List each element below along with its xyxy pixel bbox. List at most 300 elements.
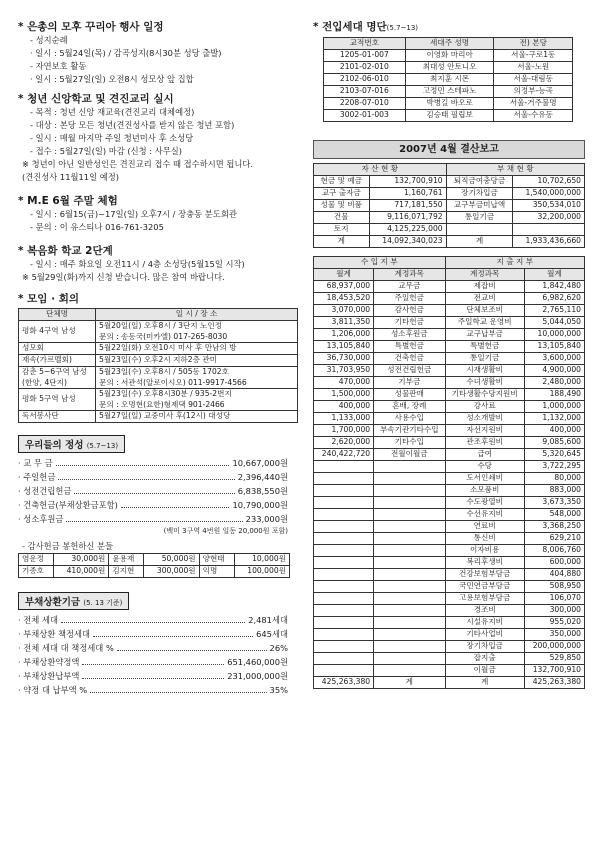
expense-account: 교구납부금 <box>445 329 524 341</box>
expense-account: 특별헌금 <box>445 341 524 353</box>
empty-cell <box>314 497 374 509</box>
expense-account: 급여 <box>445 449 524 461</box>
item-label: · 전체 세대 <box>18 615 58 625</box>
donor-amount: 50,000원 <box>144 554 199 566</box>
group-name: 성모회 <box>19 343 96 355</box>
table-cell: 3002-01-003 <box>324 110 406 122</box>
expense-amount: 3,600,000 <box>524 353 584 365</box>
income-account: 사용수입 <box>374 413 445 425</box>
account-name: 현금 및 예금 <box>314 176 370 188</box>
expense-account: 시설유지비 <box>445 617 524 629</box>
expense-amount: 5,044,050 <box>524 317 584 329</box>
donor-name: 김지현 <box>109 566 144 578</box>
income-amount: 31,703,950 <box>314 365 374 377</box>
expense-amount: 106,070 <box>524 593 584 605</box>
expense-account: 관조후원비 <box>445 437 524 449</box>
offering-date: (5.7~13) <box>86 442 119 450</box>
newfam-table <box>323 37 573 122</box>
table-row <box>324 74 573 86</box>
empty-cell <box>374 533 445 545</box>
table-row <box>314 533 585 545</box>
col-header: 부 채 현 황 <box>446 164 584 176</box>
table-cell: 이영화 마리아 <box>405 50 494 62</box>
table-row <box>314 293 585 305</box>
table-row <box>314 569 585 581</box>
expense-amount: 188,490 <box>524 389 584 401</box>
item-label: · 건축헌금(부채상환금포함) <box>18 500 118 510</box>
expense-amount: 13,105,840 <box>524 341 584 353</box>
section-meetings <box>18 292 303 423</box>
total-income: 425,263,380 <box>314 677 374 689</box>
table-row <box>314 305 585 317</box>
table-row <box>314 593 585 605</box>
table-row <box>314 629 585 641</box>
empty-cell <box>374 545 445 557</box>
account-value: 1,540,000,000 <box>513 188 585 200</box>
newfam-date: (5.7~13) <box>386 24 419 32</box>
expense-amount: 529,850 <box>524 653 584 665</box>
expense-account: 통일기금 <box>445 353 524 365</box>
total-label: 계 <box>445 677 524 689</box>
empty-cell <box>314 533 374 545</box>
table-row <box>314 377 585 389</box>
table-row <box>314 224 585 236</box>
table-row <box>314 605 585 617</box>
income-account: 전월이월금 <box>374 449 445 461</box>
expense-account: 강사료 <box>445 401 524 413</box>
expense-amount: 80,000 <box>524 473 584 485</box>
text-line: - 일시 : 매주 화요일 오전11시 / 4층 소성당(5월15일 시작) <box>30 259 245 269</box>
income-account: 부속기관기타수입 <box>374 425 445 437</box>
income-account: 성물판매 <box>374 389 445 401</box>
account-name: 통일기금 <box>446 212 513 224</box>
expense-account: 이자비용 <box>445 545 524 557</box>
left-column <box>18 0 303 697</box>
text-line: - 자연보호 활동 <box>30 61 87 71</box>
empty-cell <box>374 629 445 641</box>
item-value: 231,000,000원 <box>227 671 288 681</box>
income-account: 특별헌금 <box>374 341 445 353</box>
text-line: - 성지순례 <box>30 35 68 45</box>
section-title: * 복음화 학교 2단계 <box>18 245 113 257</box>
empty-cell <box>314 653 374 665</box>
text-line: - 일시 : 6월15(금)~17일(일) 오후7시 / 장충동 분도회관 <box>30 209 237 219</box>
donor-name: 윤용재 <box>109 554 144 566</box>
newfam-title <box>313 20 585 35</box>
section-title: * 모임 · 회의 <box>18 293 80 305</box>
item-label: · 교 무 금 <box>18 458 53 468</box>
table-row <box>314 497 585 509</box>
donor-name: 염운정 <box>19 554 54 566</box>
col-header: 교적번호 <box>324 38 406 50</box>
expense-account: 이월금 <box>445 665 524 677</box>
income-amount: 36,730,000 <box>314 353 374 365</box>
account-name: 계 <box>314 236 370 248</box>
expense-account: 수도광열비 <box>445 497 524 509</box>
account-name: 장기차입금 <box>446 188 513 200</box>
sub-header: 월계 <box>314 269 374 281</box>
income-amount: 18,453,520 <box>314 293 374 305</box>
table-row <box>314 473 585 485</box>
text-line: - 대상 : 본당 모든 청년(견진성사를 받지 않은 청년 포함) <box>30 120 235 130</box>
table-row <box>19 355 298 367</box>
account-value: 32,200,000 <box>513 212 585 224</box>
debt-title: 부채상환기금 <box>25 597 81 608</box>
expense-amount: 508,950 <box>524 581 584 593</box>
empty-cell <box>374 485 445 497</box>
income-account: 교무금 <box>374 281 445 293</box>
income-account: 주일헌금 <box>374 293 445 305</box>
report-title: 2007년 4월 결산보고 <box>313 140 585 159</box>
item-value: 10,667,000원 <box>232 458 288 468</box>
expense-account: 복리후생비 <box>445 557 524 569</box>
text-line: · 일시 : 5월24일(목) / 감곡성지(8시30분 성당 출발) <box>30 48 222 58</box>
expense-amount: 2,480,000 <box>524 377 584 389</box>
income-amount: 240,422,720 <box>314 449 374 461</box>
item-label: · 성전건립헌금 <box>18 486 72 496</box>
account-value: 14,092,340,023 <box>369 236 446 248</box>
section-curia <box>18 20 303 86</box>
col-header: 수 입 지 부 <box>314 257 446 269</box>
empty-cell <box>314 641 374 653</box>
section-title: * 은총의 모후 꾸리아 행사 일정 <box>18 21 164 33</box>
debt-title-box <box>18 592 129 610</box>
text-line: ※ 청년이 아닌 일반성인은 견진교리 접수 때 접수하시면 됩니다. <box>22 159 254 169</box>
right-column <box>313 0 585 689</box>
total-label: 계 <box>374 677 445 689</box>
item-value: 233,000원 <box>245 514 288 524</box>
table-row <box>314 281 585 293</box>
income-account: 기타헌금 <box>374 317 445 329</box>
group-name: 재속(가르멜회) <box>19 355 96 367</box>
text-line: - 문의 : 이 유스티나 016-761-3205 <box>30 222 164 232</box>
table-row <box>314 236 585 248</box>
donor-name: 기종호 <box>19 566 54 578</box>
table-cell: 서울-수유동 <box>494 110 573 122</box>
expense-account: 장기차입금 <box>445 641 524 653</box>
expense-account: 제잡비 <box>445 281 524 293</box>
debt-item <box>18 613 288 627</box>
empty-cell <box>374 461 445 473</box>
expense-amount: 3,673,350 <box>524 497 584 509</box>
table-row <box>19 367 298 389</box>
empty-cell <box>374 497 445 509</box>
empty-cell <box>314 629 374 641</box>
empty-cell <box>314 461 374 473</box>
income-amount: 2,620,000 <box>314 437 374 449</box>
account-name: 계 <box>446 236 513 248</box>
donor-amount: 300,000원 <box>144 566 199 578</box>
text-line: - 일시 : 매월 마지막 주일 청년미사 후 소성당 <box>30 133 194 143</box>
income-account: 건축헌금 <box>374 353 445 365</box>
expense-amount: 350,000 <box>524 629 584 641</box>
donor-amount: 410,000원 <box>54 566 109 578</box>
expense-amount: 6,982,620 <box>524 293 584 305</box>
table-row <box>314 485 585 497</box>
offering-item <box>18 498 288 512</box>
empty-cell <box>374 605 445 617</box>
income-amount: 1,700,000 <box>314 425 374 437</box>
table-row <box>314 509 585 521</box>
expense-account: 기타생활수당지원비 <box>445 389 524 401</box>
sub-header: 월계 <box>524 269 584 281</box>
item-label: · 전체 세대 대 책정세대 % <box>18 643 114 653</box>
account-name: 교구 출자금 <box>314 188 370 200</box>
account-value: 132,700,910 <box>369 176 446 188</box>
table-row <box>314 353 585 365</box>
table-cell: 서울-거주불명 <box>494 98 573 110</box>
table-row <box>314 449 585 461</box>
table-row <box>19 554 290 566</box>
table-row <box>19 566 290 578</box>
table-row <box>314 581 585 593</box>
income-account: 혼배, 장례 <box>374 401 445 413</box>
empty-cell <box>374 653 445 665</box>
income-amount: 1,500,000 <box>314 389 374 401</box>
empty-cell <box>374 641 445 653</box>
income-amount: 3,070,000 <box>314 305 374 317</box>
item-value: 6,838,550원 <box>237 486 288 496</box>
table-row <box>314 641 585 653</box>
table-row <box>324 50 573 62</box>
income-amount: 3,811,350 <box>314 317 374 329</box>
expense-account: 자선지원비 <box>445 425 524 437</box>
donor-amount: 100,000원 <box>234 566 289 578</box>
expense-amount: 2,765,110 <box>524 305 584 317</box>
income-amount: 1,206,000 <box>314 329 374 341</box>
donor-table <box>18 553 290 578</box>
expense-amount: 548,000 <box>524 509 584 521</box>
balance-table <box>313 163 585 248</box>
expense-amount: 132,700,910 <box>524 665 584 677</box>
income-account: 기부금 <box>374 377 445 389</box>
empty-cell <box>374 473 445 485</box>
account-name <box>446 224 513 236</box>
table-row <box>314 176 585 188</box>
expense-account: 잡지출 <box>445 653 524 665</box>
group-name: 독서봉사단 <box>19 411 96 423</box>
income-amount: 400,000 <box>314 401 374 413</box>
table-cell: 2208-07-010 <box>324 98 406 110</box>
empty-cell <box>314 473 374 485</box>
meeting-detail <box>96 389 298 411</box>
table-row <box>324 110 573 122</box>
table-row <box>314 437 585 449</box>
account-name: 건물 <box>314 212 370 224</box>
table-row <box>314 389 585 401</box>
col-header: 지 출 지 부 <box>445 257 585 269</box>
expense-account: 수선유지비 <box>445 509 524 521</box>
account-value: 9,116,071,792 <box>369 212 446 224</box>
sub-header: 계정과목 <box>374 269 445 281</box>
detail-line: 문의 : 서관석(알로이시오) 011-9917-4566 <box>99 377 247 387</box>
expense-amount: 1,132,000 <box>524 413 584 425</box>
income-account: 성소후원금 <box>374 329 445 341</box>
total-row <box>314 677 585 689</box>
expense-account: 연료비 <box>445 521 524 533</box>
account-value: 350,534,010 <box>513 200 585 212</box>
meeting-detail <box>96 321 298 343</box>
col-header: 단체명 <box>19 309 96 321</box>
expense-account: 기타사업비 <box>445 629 524 641</box>
table-row <box>314 545 585 557</box>
donor-amount: 30,000원 <box>54 554 109 566</box>
table-cell: 김승태 필립보 <box>405 110 494 122</box>
expense-account: 성소개발비 <box>445 413 524 425</box>
table-row <box>19 321 298 343</box>
group-name: 감춘 5~6구역 남성 (한양, 4단지) <box>19 367 96 389</box>
expense-amount: 3,722,295 <box>524 461 584 473</box>
expense-account: 경조비 <box>445 605 524 617</box>
item-label: · 약정 대 납부액 % <box>18 685 88 695</box>
account-value <box>513 224 585 236</box>
empty-cell <box>314 569 374 581</box>
debt-item <box>18 683 288 697</box>
table-cell: 고정민 스테파노 <box>405 86 494 98</box>
expense-amount: 600,000 <box>524 557 584 569</box>
section-youth <box>18 92 303 184</box>
expense-account: 소모품비 <box>445 485 524 497</box>
meeting-detail: 5월27일(일) 교중미사 후(12시) 대성당 <box>96 411 298 423</box>
empty-cell <box>314 581 374 593</box>
table-row <box>314 617 585 629</box>
income-account: 기타수입 <box>374 437 445 449</box>
empty-cell <box>374 665 445 677</box>
item-value: 2,481세대 <box>248 615 288 625</box>
group-name: 평화 5구역 남성 <box>19 389 96 411</box>
table-row <box>314 317 585 329</box>
meetings-table <box>18 308 298 423</box>
item-label: · 부채상환 책정세대 <box>18 629 91 639</box>
account-value: 1,933,436,660 <box>513 236 585 248</box>
expense-amount: 300,000 <box>524 605 584 617</box>
table-cell: 서울-구로1동 <box>494 50 573 62</box>
item-value: 651,460,000원 <box>227 657 288 667</box>
empty-cell <box>374 557 445 569</box>
income-account: 감사헌금 <box>374 305 445 317</box>
empty-cell <box>314 545 374 557</box>
offering-item <box>18 512 288 526</box>
table-cell: 2101-02-010 <box>324 62 406 74</box>
item-value: 645세대 <box>256 629 288 639</box>
thanks-title: - 감사헌금 봉헌하신 분들 <box>22 541 114 551</box>
account-value: 1,160,761 <box>369 188 446 200</box>
table-row <box>314 653 585 665</box>
table-row <box>314 461 585 473</box>
income-amount: 1,133,000 <box>314 413 374 425</box>
col-header: 세대주 성명 <box>405 38 494 50</box>
total-expense: 425,263,380 <box>524 677 584 689</box>
section-debt <box>18 578 303 697</box>
item-value: 10,790,000원 <box>232 500 288 510</box>
empty-cell <box>374 509 445 521</box>
table-cell: 박병길 바오로 <box>405 98 494 110</box>
sub-header: 계정과목 <box>445 269 524 281</box>
empty-cell <box>374 581 445 593</box>
empty-cell <box>374 521 445 533</box>
debt-date: (5. 13 기준) <box>83 599 123 607</box>
table-row <box>314 365 585 377</box>
item-value: 35% <box>269 685 288 695</box>
meeting-detail <box>96 367 298 389</box>
table-cell: 2103-07-016 <box>324 86 406 98</box>
group-name: 평화 4구역 남성 <box>19 321 96 343</box>
section-title: * 청년 신앙학교 및 견진교리 실시 <box>18 93 174 105</box>
table-cell: 2102-06-010 <box>324 74 406 86</box>
debt-item <box>18 627 288 641</box>
expense-amount: 404,880 <box>524 569 584 581</box>
expense-amount: 3,368,250 <box>524 521 584 533</box>
expense-amount: 10,000,000 <box>524 329 584 341</box>
table-row <box>324 62 573 74</box>
expense-account: 도서인쇄비 <box>445 473 524 485</box>
table-row <box>19 411 298 423</box>
detail-line: 5월23일(수) 오후8시30분 / 935-2번지 <box>99 389 232 398</box>
debt-item <box>18 641 288 655</box>
table-row <box>324 98 573 110</box>
text-line: · 일시 : 5월27일(일) 오전8시 성모상 앞 집합 <box>30 74 194 84</box>
section-title: * M.E 6월 주말 체험 <box>18 195 118 207</box>
table-row <box>314 665 585 677</box>
empty-cell <box>314 557 374 569</box>
table-row <box>314 212 585 224</box>
account-name: 퇴직금여충당금 <box>446 176 513 188</box>
expense-amount: 955,020 <box>524 617 584 629</box>
empty-cell <box>374 569 445 581</box>
table-row <box>314 329 585 341</box>
detail-line: 5월23일(수) 오후8시 / 505동 1702호 <box>99 367 229 376</box>
meeting-detail: 5월22일(화) 오전10시 미사 후 만남의 방 <box>96 343 298 355</box>
empty-cell <box>314 509 374 521</box>
item-value: 26% <box>269 643 288 653</box>
text-line: - 접수 : 5월27일(일) 마감 (신청 : 사무실) <box>30 146 183 156</box>
table-cell: 서울-대림동 <box>494 74 573 86</box>
col-header: 일 시 / 장 소 <box>96 309 298 321</box>
table-row <box>314 401 585 413</box>
text-line: (견진성사 11월11일 예정) <box>22 172 119 182</box>
empty-cell <box>314 617 374 629</box>
expense-account: 전교비 <box>445 293 524 305</box>
expense-amount: 9,085,600 <box>524 437 584 449</box>
detail-line: 문의 : 오명현(요한)형제댁 901-2466 <box>99 399 225 409</box>
expense-account: 건강보험부담금 <box>445 569 524 581</box>
table-cell: 의정부-능곡 <box>494 86 573 98</box>
empty-cell <box>314 605 374 617</box>
table-cell: 최지훈 시몬 <box>405 74 494 86</box>
table-row <box>314 425 585 437</box>
empty-cell <box>314 521 374 533</box>
income-amount: 13,105,840 <box>314 341 374 353</box>
item-label: · 부채상환약정액 <box>18 657 80 667</box>
col-header: 자 산 현 황 <box>314 164 447 176</box>
table-row <box>314 341 585 353</box>
expense-account: 시재생활비 <box>445 365 524 377</box>
offering-item <box>18 484 288 498</box>
income-amount: 470,000 <box>314 377 374 389</box>
account-name: 토지 <box>314 224 370 236</box>
empty-cell <box>314 593 374 605</box>
item-label: · 부채상환납부액 <box>18 671 80 681</box>
expense-amount: 1,842,480 <box>524 281 584 293</box>
table-cell: 최대성 안토니오 <box>405 62 494 74</box>
expense-amount: 5,320,645 <box>524 449 584 461</box>
table-cell: 1205-01-007 <box>324 50 406 62</box>
expense-account: 단체보조비 <box>445 305 524 317</box>
account-value: 717,181,550 <box>369 200 446 212</box>
expense-amount: 4,900,000 <box>524 365 584 377</box>
table-row <box>314 413 585 425</box>
text-line: - 목적 : 청년 신앙 재교육(견진교리 대체예정) <box>30 107 195 117</box>
